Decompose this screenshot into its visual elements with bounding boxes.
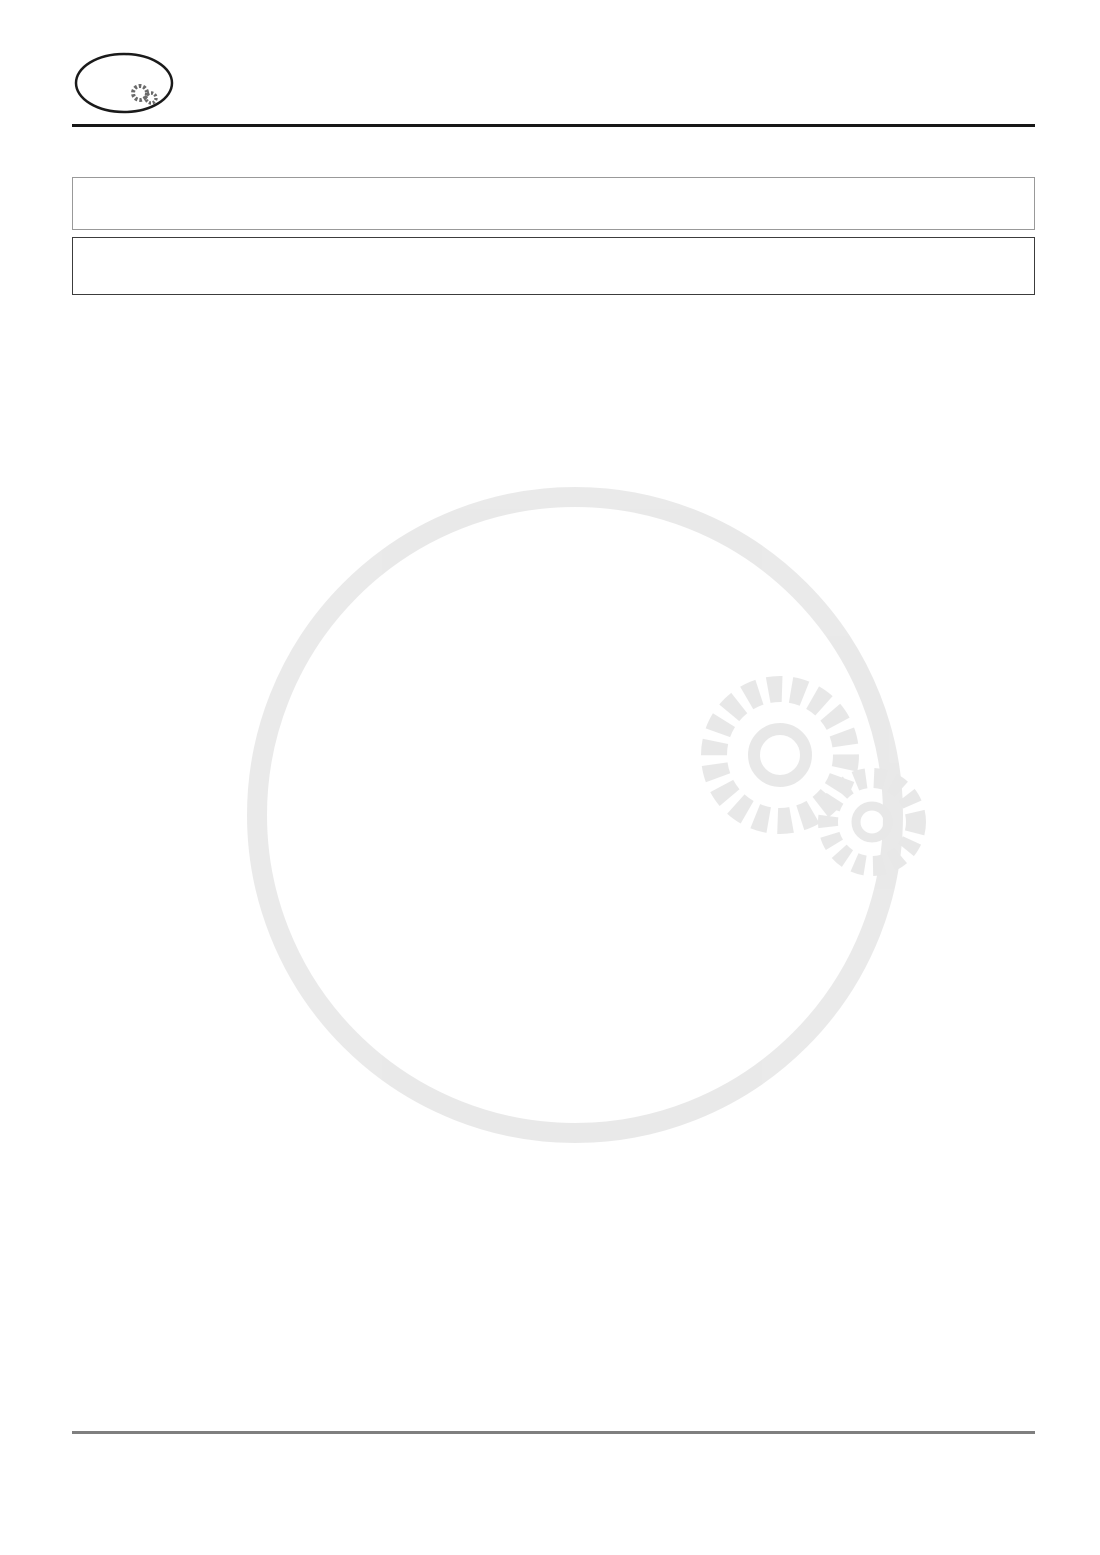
watermark-d-slash	[449, 600, 698, 1030]
footer-divider	[72, 1431, 1035, 1434]
masthead	[72, 48, 1035, 127]
table-header-row	[72, 237, 1035, 295]
company-logo	[72, 50, 178, 122]
power-rating-box	[72, 177, 1035, 230]
section-title-row	[72, 140, 1035, 172]
logo-gears-icon	[133, 86, 156, 103]
watermark-gears	[714, 689, 916, 866]
watermark-ring	[257, 497, 893, 1133]
